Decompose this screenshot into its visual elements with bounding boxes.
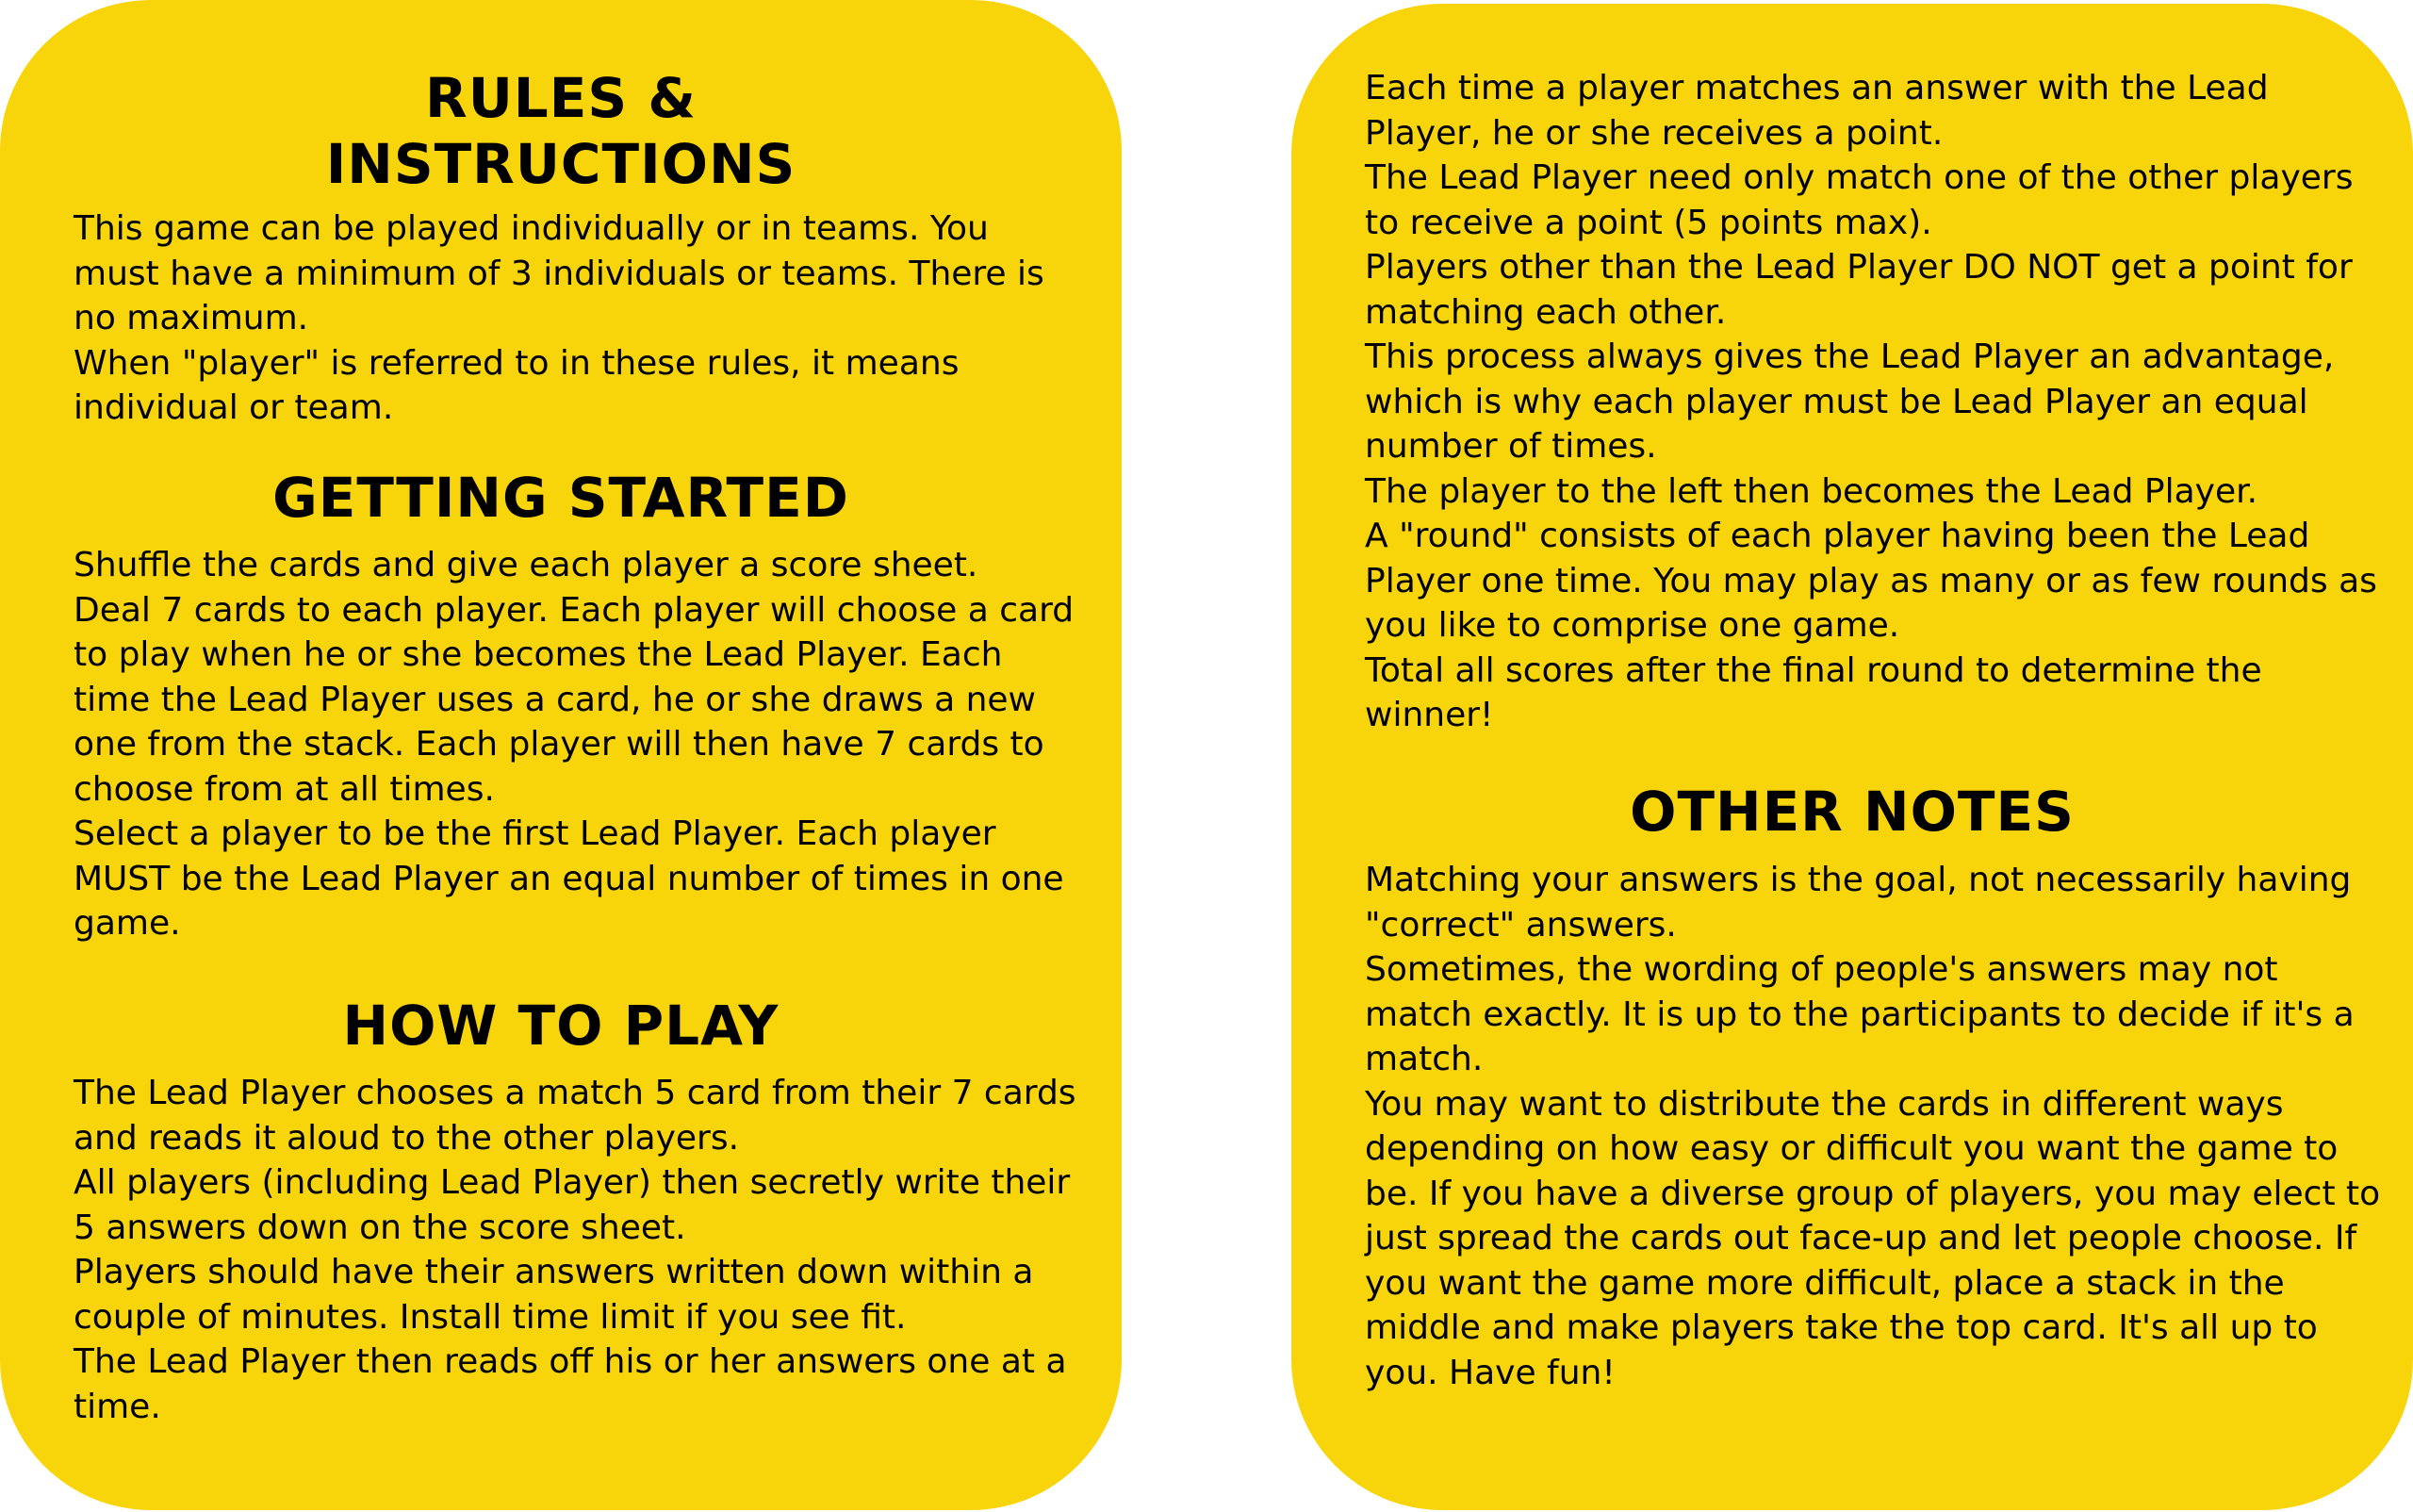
scoring-paragraph: Total all scores after the final round to determine the winner!	[1365, 650, 2262, 734]
scoring-paragraph: The player to the left then becomes the Lead Player.	[1365, 471, 2258, 511]
scoring-text	[1365, 66, 2392, 738]
rules-card-left	[0, 0, 1122, 1510]
rules-card-right	[1291, 4, 2413, 1510]
getting-started-paragraph: Deal 7 cards to each player. Each player will choose a card to play when he or she becomes the Lead Player. Each time the Lead Player uses a card, he or she draws a new one from the stack. Each player will then have 7 cards to choose from at all times.	[74, 590, 1075, 809]
scoring-paragraph: Players other than the Lead Player DO NOT get a point for matching each other.	[1365, 248, 2353, 332]
getting-started-paragraph: Shuffle the cards and give each player a score sheet.	[74, 546, 978, 584]
how-to-play-heading: HOW TO PLAY	[342, 994, 780, 1058]
getting-started-paragraph: Select a player to be the first Lead Player. Each player MUST be the Lead Player an equal number of times in one game.	[74, 814, 1064, 943]
rules-heading-line2: INSTRUCTIONS	[325, 132, 796, 196]
other-notes-heading: OTHER NOTES	[1630, 780, 2075, 844]
getting-started-heading: GETTING STARTED	[272, 466, 849, 530]
scoring-paragraph: A "round" consists of each player having been the Lead Player one time. You may play as many or as few rounds as you like to comprise one game.	[1365, 517, 2377, 645]
rules-heading-line1: RULES &	[425, 66, 697, 130]
how-to-play-paragraph: Players should have their answers written down within a couple of minutes. Install time limit if you see fit.	[74, 1253, 1034, 1337]
rules-paragraph: This game can be played individually or in teams. You must have a minimum of 3 individuals or teams. There is no maximum.	[74, 209, 1044, 337]
getting-started-text	[74, 543, 1082, 946]
scoring-paragraph: This process always gives the Lead Player an advantage, which is why each player must be Lead Player an equal number of times.	[1365, 337, 2335, 466]
rules-text	[74, 206, 1082, 431]
how-to-play-paragraph: The Lead Player then reads off his or her answers one at a time.	[74, 1342, 1067, 1426]
how-to-play-paragraph: All players (including Lead Player) then secretly write their 5 answers down on the score sheet.	[74, 1163, 1071, 1247]
how-to-play-text	[74, 1071, 1082, 1429]
other-notes-text	[1365, 858, 2392, 1395]
scoring-paragraph: Each time a player matches an answer with the Lead Player, he or she receives a point.	[1365, 69, 2269, 153]
rules-paragraph: When "player" is referred to in these rules, it means individual or team.	[74, 343, 960, 427]
scoring-paragraph: The Lead Player need only match one of the other players to receive a point (5 points max).	[1365, 158, 2354, 242]
other-notes-paragraph: Matching your answers is the goal, not necessarily having "correct" answers.	[1365, 861, 2352, 945]
other-notes-paragraph: You may want to distribute the cards in different ways depending on how easy or difficult you want the game to be. If you have a diverse group of players, you may elect to just spread the cards out face-up and let people choose. If you want the game more difficult, place a stack in the middle and make players take the top card. It's all up to you. Have fun!	[1365, 1084, 2381, 1392]
other-notes-paragraph: Sometimes, the wording of people's answers may not match exactly. It is up to the participants to decide if it's a match.	[1365, 950, 2355, 1078]
how-to-play-paragraph: The Lead Player chooses a match 5 card from their 7 cards and reads it aloud to the other players.	[74, 1074, 1076, 1158]
